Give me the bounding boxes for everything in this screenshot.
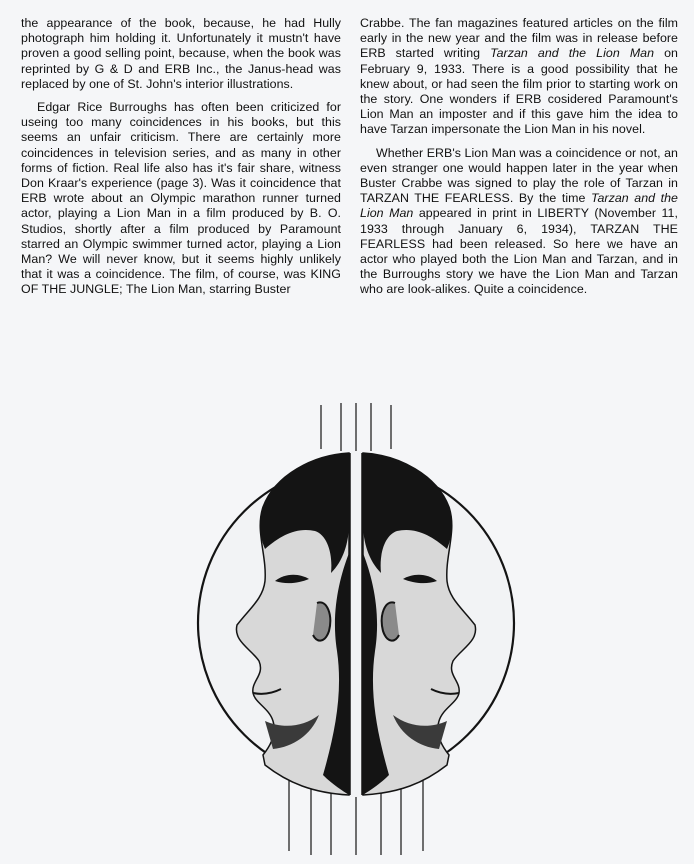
right-p2-text-b: appeared in print in LIBERTY (November 11, 1933 through January 6, 1934), TARZAN THE FEARLESS had been released. So here we have an actor who played both the Lion Man and Tarzan, and in the Burroughs story we have the Lion Man and Tarzan who are look-alikes. Quite a coincidence.	[360, 206, 678, 297]
janus-head-svg	[193, 403, 519, 855]
top-lines	[321, 403, 391, 451]
right-paragraph-2	[360, 146, 678, 298]
left-column	[21, 16, 341, 298]
right-p1-text-b: on February 9, 1933. There is a good possibility that he knew about, or had seen the film prior to starting work on the story. One wonders if ERB cosidered Paramount's Lion Man an imposter and if this gave him the idea to have Tarzan impersonate the Lion Man in his novel.	[360, 46, 678, 137]
right-column	[360, 16, 678, 298]
center-gap	[350, 451, 362, 797]
janus-head-figure	[193, 403, 519, 855]
book-title-italic: Tarzan and the Lion Man	[490, 46, 655, 61]
right-p1-text-a: Crabbe. The fan magazines featured articles on the film early in the new year and the film was in release before ERB started writing	[360, 16, 678, 61]
left-paragraph-2: Edgar Rice Burroughs has often been criticized for useing too many coincidences in his books, but this seems an unfair criticism. There are certainly more coincidences in television series, and as many in other forms of fiction. Real life also has it's fair share, witness Don Kraar's experience (page 3). Was it coincidence that ERB wrote about an Olympic marathon runner turned actor, playing a Lion Man in a film produced by B. O. Studios, shortly after a film produced by Paramount starred an Olympic swimmer turned actor, playing a Lion Man? We will never know, but it seems highly unlikely that it was a coincidence. The film, of course, was KING OF THE JUNGLE; The Lion Man, starring Buster	[21, 100, 341, 297]
right-paragraph-1	[360, 16, 678, 138]
right-p2-text-a: Whether ERB's Lion Man was a coincidence or not, an even stranger one would happen later in the year when Buster Crabbe was signed to play the role of Tarzan in TARZAN THE FEARLESS. By the time	[360, 145, 678, 206]
left-paragraph-1: the appearance of the book, because, he had Hully photograph him holding it. Unfortunately it mustn't have proven a good selling point, because, when the book was reprinted by G & D and ERB Inc., the Janus-head was replaced by one of St. John's interior illustrations.	[21, 16, 341, 91]
book-title-italic: Tarzan and the Lion Man	[360, 191, 678, 221]
